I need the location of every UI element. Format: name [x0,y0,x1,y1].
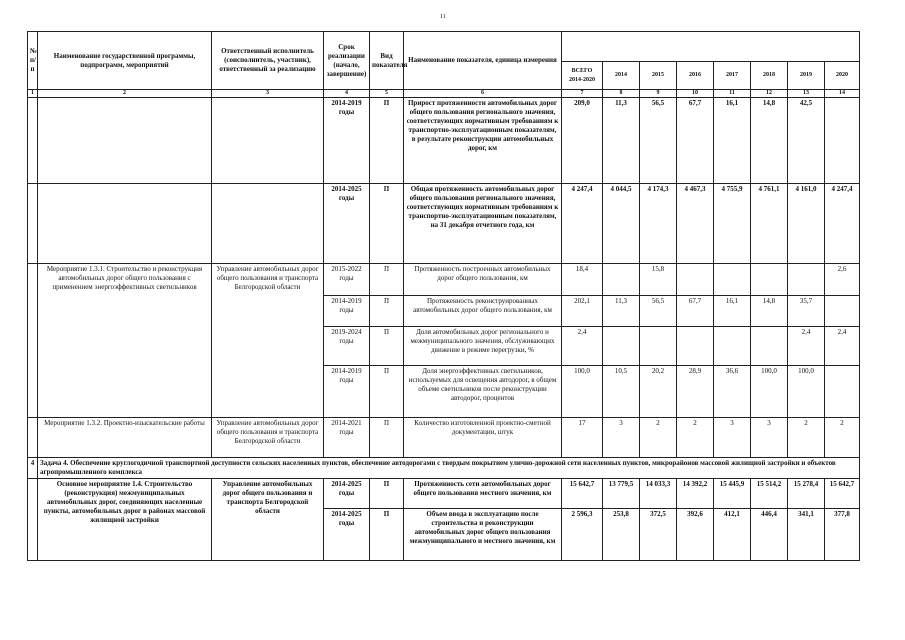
task-text: Задача 4. Обеспечение круглогодичной транспортной доступности сельских населенных пунктов, обеспечение автодорогами с твердым покрытием улично-дорожной сети населенных пунктов, микрорайонов массовой жилищной застройки и объектов агропромышленного комплекса [38,458,860,479]
header-year: 2015 [640,62,677,90]
value-cell: 36,6 [714,366,751,418]
value-cell: 2 [788,418,825,458]
value-cell: 15,8 [640,264,677,296]
col-index: 5 [370,90,404,98]
indicator-cell: Доля автомобильных дорог регионального и межмуниципального значения, обслуживающих движение в режиме перегрузки, % [404,327,562,366]
value-cell: 100,0 [562,366,603,418]
kind-cell: П [370,184,404,264]
term-cell: 2014-2025 годы [324,509,370,561]
value-cell: 56,5 [640,296,677,327]
col-index: 4 [324,90,370,98]
task-number: 4 [28,458,38,479]
value-cell: 209,0 [562,98,603,184]
table-row [28,479,860,509]
page-number: 11 [440,14,446,20]
kind-cell: П [370,98,404,184]
indicator-cell: Протяженность построенных автомобильных дорог общего пользования, км [404,264,562,296]
measure-1-3-1-name: Мероприятие 1.3.1. Строительство и реконструкция автомобильных дорог общего пользования с применением энергоэффективных светильников [38,264,212,418]
column-index-row [28,90,860,98]
value-cell: 446,4 [751,509,788,561]
value-cell: 2 [640,418,677,458]
main-measure-1-4-executor: Управление автомобильных дорог общего пользования и транспорта Белгородской области [212,479,324,561]
value-cell: 28,9 [677,366,714,418]
value-cell: 18,4 [562,264,603,296]
measure-1-3-2-name: Мероприятие 1.3.2. Проектно-изыскательские работы [38,418,212,458]
measure-1-3-2-executor: Управление автомобильных дорог общего пользования и транспорта Белгородской области [212,418,324,458]
header-indicator: Наименование показателя, единица измерения [404,32,562,90]
term-cell: 2014-2021 годы [324,418,370,458]
value-cell [677,327,714,366]
value-cell: 2 [677,418,714,458]
header-kind: Вид показателя [370,32,404,90]
indicator-cell: Прирост протяженности автомобильных дорог общего пользования регионального значения, соответствующих нормативным требованиям к транспортно-эксплуатационным показателям, в результате реконструкции автомобильных дорог, км [404,98,562,184]
value-cell [825,98,860,184]
value-cell: 100,0 [751,366,788,418]
value-cell: 14 033,3 [640,479,677,509]
term-cell: 2014-2019 годы [324,296,370,327]
value-cell [825,296,860,327]
term-cell: 2015-2022 годы [324,264,370,296]
value-cell: 16,1 [714,296,751,327]
task-row [28,458,860,479]
table-row [28,98,860,184]
term-cell: 2019-2024 годы [324,327,370,366]
header-years-group [562,32,860,62]
value-cell: 341,1 [788,509,825,561]
value-cell [788,264,825,296]
indicator-cell: Протяженность сети автомобильных дорог общего пользования местного значения, км [404,479,562,509]
header-year: 2017 [714,62,751,90]
header-term: Срок реализации (начало, завершение) [324,32,370,90]
indicator-cell: Количество изготовленной проектно-сметной документации, штук [404,418,562,458]
value-cell: 4 044,5 [603,184,640,264]
value-cell: 4 761,1 [751,184,788,264]
value-cell: 15 514,2 [751,479,788,509]
value-cell: 2 [825,418,860,458]
value-cell: 4 755,9 [714,184,751,264]
col-index: 14 [825,90,860,98]
term-cell: 2014-2019 годы [324,366,370,418]
value-cell [751,327,788,366]
value-cell: 3 [714,418,751,458]
header-year: 2019 [788,62,825,90]
value-cell: 67,7 [677,296,714,327]
value-cell: 42,5 [788,98,825,184]
value-cell [825,366,860,418]
col-index: 11 [714,90,751,98]
col-index: 8 [603,90,640,98]
value-cell: 56,5 [640,98,677,184]
value-cell: 20,2 [640,366,677,418]
kind-cell: П [370,479,404,509]
value-cell: 2,4 [788,327,825,366]
value-cell: 10,5 [603,366,640,418]
col-index: 7 [562,90,603,98]
kind-cell: П [370,418,404,458]
header-year: 2018 [751,62,788,90]
value-cell [640,327,677,366]
value-cell: 16,1 [714,98,751,184]
value-cell: 15 278,4 [788,479,825,509]
value-cell [751,264,788,296]
value-cell: 15 642,7 [825,479,860,509]
value-cell: 392,6 [677,509,714,561]
header-executor: Ответственный исполнитель (соисполнитель, участник), ответственный за реализацию [212,32,324,90]
header-year: 2020 [825,62,860,90]
value-cell: 2,4 [562,327,603,366]
value-cell: 13 779,5 [603,479,640,509]
value-cell: 11,3 [603,98,640,184]
col-index: 1 [28,90,38,98]
header-n: № п/п [28,32,38,90]
kind-cell: П [370,366,404,418]
indicator-cell: Доля энергоэффективных светильников, используемых для освещения автодорог, в общем объеме светильников после реконструкции автодорог, процентов [404,366,562,418]
value-cell: 15 445,9 [714,479,751,509]
col-index: 2 [38,90,212,98]
value-cell [603,327,640,366]
value-cell [714,327,751,366]
value-cell: 4 467,3 [677,184,714,264]
value-cell: 4 247,4 [562,184,603,264]
main-measure-1-4-name: Основное мероприятие 1.4. Строительство (реконструкция) межмуниципальных автомобильных дорог, соединяющих населенные пункты, автомобильных дорог в районах массовой жилищной застройки [38,479,212,561]
header-year: ВСЕГО 2014-2020 [562,62,603,90]
indicator-cell: Объем ввода в эксплуатацию после строительства и реконструкции автомобильных дорог общего пользования межмуниципального и местного значения, км [404,509,562,561]
measure-1-3-1-executor: Управление автомобильных дорог общего пользования и транспорта Белгородской области [212,264,324,418]
value-cell: 2,4 [825,327,860,366]
col-index: 3 [212,90,324,98]
col-index: 12 [751,90,788,98]
value-cell [603,264,640,296]
value-cell: 100,0 [788,366,825,418]
col-index: 13 [788,90,825,98]
col-index: 9 [640,90,677,98]
value-cell: 4 174,3 [640,184,677,264]
col-index: 6 [404,90,562,98]
value-cell: 2,6 [825,264,860,296]
value-cell: 4 247,4 [825,184,860,264]
table-row [28,264,860,296]
header-year: 2014 [603,62,640,90]
term-cell: 2014-2025 годы [324,184,370,264]
kind-cell: П [370,264,404,296]
value-cell: 372,5 [640,509,677,561]
value-cell: 202,1 [562,296,603,327]
term-cell: 2014-2019 годы [324,98,370,184]
indicator-cell: Общая протяженность автомобильных дорог общего пользования регионального значения, соответствующих нормативным требованиям к транспортно-эксплуатационным показателям, на 31 декабря отчетного года, км [404,184,562,264]
value-cell: 14 392,2 [677,479,714,509]
header-year: 2016 [677,62,714,90]
value-cell [677,264,714,296]
term-cell: 2014-2025 годы [324,479,370,509]
table-row [28,184,860,264]
value-cell: 67,7 [677,98,714,184]
kind-cell: П [370,296,404,327]
value-cell: 14,8 [751,296,788,327]
col-index: 10 [677,90,714,98]
value-cell: 412,1 [714,509,751,561]
header-name: Наименование государственной программы, подпрограмм, мероприятий [38,32,212,90]
value-cell: 15 642,7 [562,479,603,509]
value-cell: 11,3 [603,296,640,327]
value-cell [714,264,751,296]
value-cell: 3 [751,418,788,458]
kind-cell: П [370,509,404,561]
kind-cell: П [370,327,404,366]
value-cell: 2 596,3 [562,509,603,561]
indicator-cell: Протяженность реконструированных автомобильных дорог общего пользования, км [404,296,562,327]
value-cell: 253,8 [603,509,640,561]
value-cell: 3 [603,418,640,458]
value-cell: 14,8 [751,98,788,184]
value-cell: 35,7 [788,296,825,327]
value-cell: 17 [562,418,603,458]
table-row [28,418,860,458]
value-cell: 377,8 [825,509,860,561]
indicators-table [27,31,860,561]
value-cell: 4 161,0 [788,184,825,264]
